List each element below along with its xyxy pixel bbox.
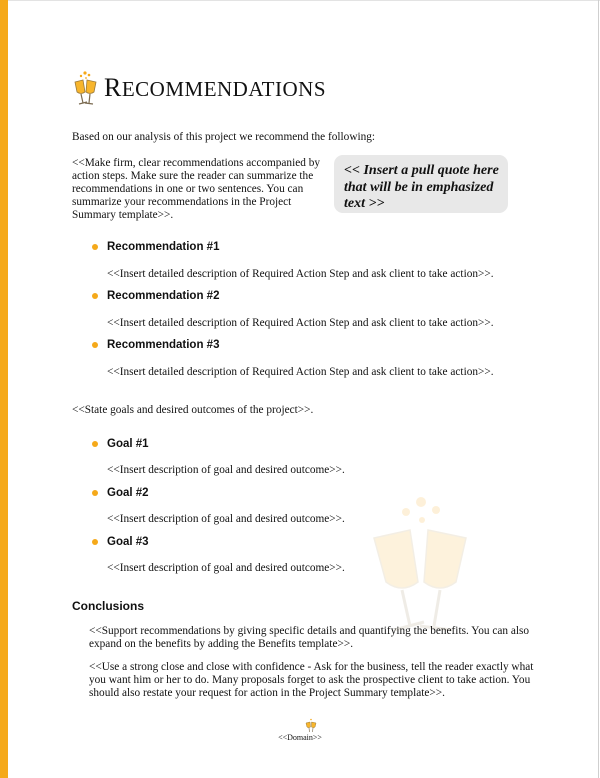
goal-description: <<Insert description of goal and desired outcome>>. [107,562,345,574]
conclusion-line: <<Support recommendations by giving specific details and quantifying the benefits. You can also [89,625,530,637]
goal-title: Goal #2 [107,487,149,499]
goal-description: <<Insert description of goal and desired outcome>>. [107,464,345,476]
left-accent-bar [0,0,8,778]
conclusion-line: should also restate your request for action in the Project Summary template>>. [89,687,445,699]
bullet-icon [92,539,98,545]
goals-intro-text: <<State goals and desired outcomes of the project>>. [72,404,314,416]
paragraph-line: recommendations in one or two sentences. You can [72,183,304,195]
bullet-icon [92,441,98,447]
conclusion-paragraph [89,625,529,651]
page-title: RECOMMENDATIONS [104,73,327,102]
recommendation-title: Recommendation #3 [107,339,220,351]
pull-quote-line: that will be in emphasized [344,179,494,195]
goal-title: Goal #3 [107,536,149,548]
bullet-icon [92,342,98,348]
page-footer: <<Domain>> [278,733,322,742]
paragraph-line: summarize your recommendations in the Project [72,196,292,208]
conclusion-line: you want him or her to do. Many proposals forget to ask the prospective client to take action. You [89,674,531,686]
conclusion-paragraph [89,661,534,700]
conclusion-line: <<Use a strong close and close with confidence - Ask for the business, tell the reader exactly what [89,661,534,673]
paragraph-line: action steps. Make sure the reader can summarize the [72,170,314,182]
bullet-icon [92,293,98,299]
right-border [598,0,599,778]
conclusions-heading: Conclusions [72,599,145,613]
recommendation-description: <<Insert detailed description of Required Action Step and ask client to take action>>. [107,317,494,329]
pull-quote-line: << Insert a pull quote here [344,163,499,178]
champagne-glasses-icon [305,718,317,734]
recommendation-title: Recommendation #1 [107,241,220,253]
goal-description: <<Insert description of goal and desired outcome>>. [107,513,345,525]
pull-quote-box [334,155,508,213]
recommendation-description: <<Insert detailed description of Required Action Step and ask client to take action>>. [107,268,494,280]
goal-title: Goal #1 [107,438,149,450]
pull-quote-text [344,163,499,213]
bullet-icon [92,490,98,496]
champagne-glasses-watermark [366,490,476,640]
conclusion-line: expand on the benefits by adding the Benefits template>>. [89,638,354,650]
recommendation-description: <<Insert detailed description of Required Action Step and ask client to take action>>. [107,366,494,378]
recommendation-title: Recommendation #2 [107,290,220,302]
paragraph-line: Summary template>>. [72,209,174,221]
top-border [8,0,600,1]
bullet-icon [92,244,98,250]
recommendations-paragraph [72,157,322,222]
champagne-glasses-icon [72,68,100,108]
paragraph-line: <<Make firm, clear recommendations accompanied by [72,157,320,169]
intro-text: Based on our analysis of this project we recommend the following: [72,131,376,143]
pull-quote-line: text >> [344,196,385,211]
